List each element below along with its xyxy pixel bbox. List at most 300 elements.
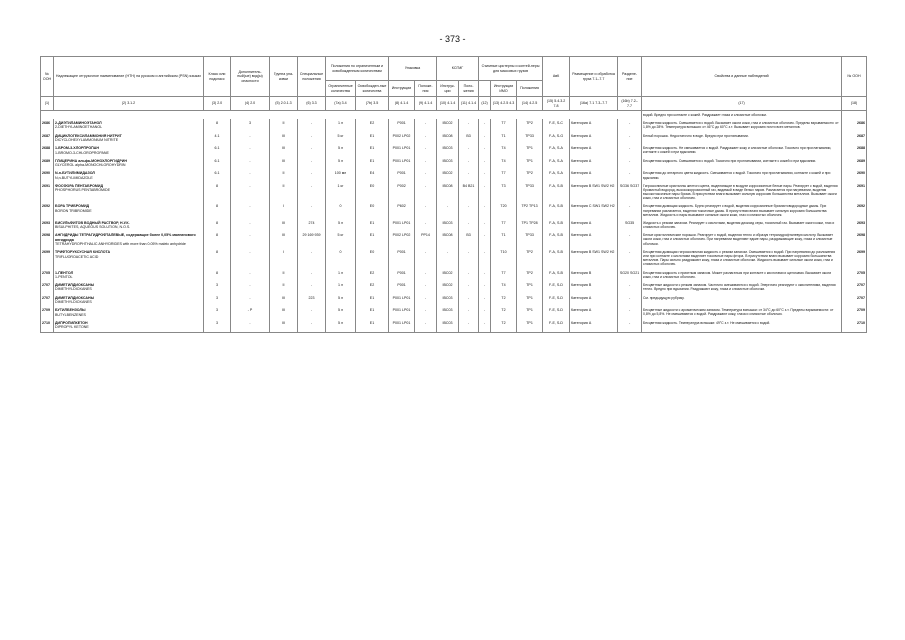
tank-instr-cell: T10 bbox=[491, 248, 517, 268]
shipping-name-cell bbox=[54, 294, 204, 307]
ems-cell: F-A, S-B bbox=[543, 219, 570, 232]
dangerous-goods-table bbox=[40, 56, 867, 333]
col12-cell: - bbox=[479, 144, 491, 157]
special-cell: 223 bbox=[298, 294, 326, 307]
tank-prov-cell: TP2 bbox=[517, 269, 543, 282]
un-number-cell: 2687 bbox=[41, 132, 54, 145]
excepted-qty-cell: E1 bbox=[356, 219, 389, 232]
ibc-prov-cell: - bbox=[459, 157, 479, 170]
tank-instr-cell: T7 bbox=[491, 269, 517, 282]
table-row bbox=[41, 281, 867, 294]
un-number-cell: 2686 bbox=[41, 119, 54, 132]
packing-group-cell: III bbox=[270, 219, 298, 232]
subsidiary-cell: - bbox=[231, 202, 270, 218]
column-number: (8) 4.1.4 bbox=[389, 97, 415, 111]
column-number: (18) bbox=[842, 97, 867, 111]
shipping-name-ru: ДИЦИКЛОГЕКСИЛАММОНИЯ НИТРИТ bbox=[55, 133, 122, 138]
pack-prov-cell: - bbox=[415, 269, 437, 282]
packing-group-cell: II bbox=[270, 119, 298, 132]
shipping-name-cell bbox=[54, 119, 204, 132]
subsidiary-cell: - bbox=[231, 169, 270, 182]
ems-cell: F-A, S-B bbox=[543, 202, 570, 218]
class-cell: 8 bbox=[204, 119, 231, 132]
ibc-prov-cell: - bbox=[459, 294, 479, 307]
ems-cell: F-A, S-A bbox=[543, 144, 570, 157]
table-row bbox=[41, 144, 867, 157]
ems-cell: F-E, S-C bbox=[543, 119, 570, 132]
ibc-prov-cell: - bbox=[459, 319, 479, 332]
excepted-qty-cell: E0 bbox=[356, 202, 389, 218]
pack-instr-cell: P001 LP01 bbox=[389, 294, 415, 307]
un-number-cell: 2707 bbox=[41, 294, 54, 307]
tank-instr-cell: T4 bbox=[491, 144, 517, 157]
pack-prov-cell: PP14 bbox=[415, 231, 437, 248]
tank-prov-cell: TP33 bbox=[517, 182, 543, 202]
excepted-qty-cell: E1 bbox=[356, 231, 389, 248]
pack-instr-cell: P001 bbox=[389, 269, 415, 282]
stowage-cell: Категория A bbox=[570, 119, 618, 132]
column-number-row bbox=[41, 97, 867, 111]
segregation-cell: - bbox=[618, 144, 642, 157]
packing-group-cell: I bbox=[270, 248, 298, 268]
segregation-cell: - bbox=[618, 319, 642, 332]
pack-prov-cell: - bbox=[415, 144, 437, 157]
segregation-cell: - bbox=[618, 119, 642, 132]
col12-cell: - bbox=[479, 157, 491, 170]
col12-cell: - bbox=[479, 231, 491, 248]
carry-over-row bbox=[41, 111, 867, 120]
shipping-name-en: TRIFLUOROACETIC ACID bbox=[55, 254, 99, 259]
shipping-name-ru: ТРИФТОРУКСУСНАЯ КИСЛОТА bbox=[55, 250, 111, 255]
properties-cell: Белый порошок. Недостаточно в воде. Вредно при проглатывании. bbox=[642, 132, 842, 145]
properties-cell: Бесцветная жидкость. Не смешивается с водой. Раздражает кожу и слизистые оболочки. Токсично при проглатывании, контакте с кожей и при вдыхании. bbox=[642, 144, 842, 157]
table-row bbox=[41, 319, 867, 332]
table-row bbox=[41, 157, 867, 170]
stowage-cell: Категория B SW1 SW2 H2 bbox=[570, 248, 618, 268]
class-cell: 8 bbox=[204, 219, 231, 232]
shipping-name-ru: N-н-БУТИЛИМИДАЗОЛ bbox=[55, 171, 95, 176]
ems-cell: F-A, S-B bbox=[543, 231, 570, 248]
pack-instr-cell: P602 bbox=[389, 202, 415, 218]
class-cell: 3 bbox=[204, 281, 231, 294]
limited-qty-cell: 5 л bbox=[326, 306, 356, 319]
limited-qty-cell: 5 л bbox=[326, 144, 356, 157]
properties-cell: Бесцветная жидкость. Смешивается с водой. Токсично при проглатывании, контакте с кожей и при вдыхании. bbox=[642, 157, 842, 170]
ibc-instr-cell: IBC03 bbox=[437, 306, 459, 319]
excepted-qty-cell: E1 bbox=[356, 157, 389, 170]
shipping-name-en: 2-DIETHYLAMINOETHANOL bbox=[55, 125, 103, 130]
shipping-name-en: DICYCLOHEXYLAMMONIUM NITRITE bbox=[55, 137, 119, 142]
column-number: (10) 4.1.4 bbox=[437, 97, 459, 111]
ibc-instr-cell: - bbox=[437, 202, 459, 218]
tank-prov-cell: TP2 bbox=[517, 119, 543, 132]
special-cell: - bbox=[298, 319, 326, 332]
stowage-cell: Категория B bbox=[570, 281, 618, 294]
tank-instr-cell: T7 bbox=[491, 119, 517, 132]
excepted-qty-cell: E4 bbox=[356, 169, 389, 182]
shipping-name-ru: ДИПРОПИЛКЕТОН bbox=[55, 320, 88, 325]
shipping-name-cell bbox=[54, 231, 204, 248]
special-cell: - bbox=[298, 281, 326, 294]
ems-cell: F-A, S-G bbox=[543, 132, 570, 145]
un-number-right-cell: 2705 bbox=[842, 269, 867, 282]
page-number: - 373 - bbox=[439, 34, 466, 44]
packing-group-cell: I bbox=[270, 202, 298, 218]
ems-cell: F-E, S-D bbox=[543, 319, 570, 332]
class-cell: 3 bbox=[204, 294, 231, 307]
limited-qty-cell: 5 л bbox=[326, 319, 356, 332]
tank-prov-cell: TP2 bbox=[517, 248, 543, 268]
column-number: (3) 2.0 bbox=[204, 97, 231, 111]
pack-instr-cell: P001 LP01 bbox=[389, 157, 415, 170]
tank-instr-cell: T7 bbox=[491, 219, 517, 232]
header-segregation: Разделе-ние bbox=[618, 57, 642, 97]
stowage-cell: Категория A bbox=[570, 294, 618, 307]
excepted-qty-cell: E1 bbox=[356, 294, 389, 307]
pack-instr-cell: P001 LP01 bbox=[389, 319, 415, 332]
pack-prov-cell: - bbox=[415, 306, 437, 319]
segregation-cell: - bbox=[618, 231, 642, 248]
un-number-right-cell: 2710 bbox=[842, 319, 867, 332]
excepted-qty-cell: E1 bbox=[356, 144, 389, 157]
class-cell: 3 bbox=[204, 306, 231, 319]
pack-prov-cell: - bbox=[415, 202, 437, 218]
shipping-name-cell bbox=[54, 219, 204, 232]
table-row bbox=[41, 306, 867, 319]
column-number: (12) bbox=[479, 97, 491, 111]
pack-instr-cell: P001 bbox=[389, 281, 415, 294]
shipping-name-ru: ДИМЕТИЛДИОКСАНЫ bbox=[55, 283, 95, 288]
header-class: Класс или подкласс bbox=[204, 57, 231, 97]
packing-group-cell: III bbox=[270, 132, 298, 145]
header-name: Надлежащее отгрузочное наименование (НТН) на русском и английском (PSN) языках bbox=[54, 57, 204, 97]
subsidiary-cell: 3 bbox=[231, 119, 270, 132]
shipping-name-cell bbox=[54, 306, 204, 319]
shipping-name-ru: БИСУЛЬФИТОВ ВОДНЫЙ РАСТВОР, Н.У.К. bbox=[55, 220, 130, 225]
tank-prov-cell: TP33 bbox=[517, 132, 543, 145]
header-special: Специальные положения bbox=[298, 57, 326, 97]
ibc-prov-cell: B3 bbox=[459, 132, 479, 145]
tank-prov-cell: TP1 bbox=[517, 306, 543, 319]
table-row bbox=[41, 248, 867, 268]
subsidiary-cell: - P bbox=[231, 306, 270, 319]
col12-cell: - bbox=[479, 281, 491, 294]
header-packing-group: Группа упа-ковки bbox=[270, 57, 298, 97]
packing-group-cell: II bbox=[270, 182, 298, 202]
subsidiary-cell: - bbox=[231, 269, 270, 282]
packing-group-cell: III bbox=[270, 157, 298, 170]
subsidiary-cell: - bbox=[231, 319, 270, 332]
column-number: (9) 4.1.4 bbox=[415, 97, 437, 111]
packing-group-cell: III bbox=[270, 294, 298, 307]
ibc-instr-cell: IBC03 bbox=[437, 157, 459, 170]
pack-prov-cell: - bbox=[415, 219, 437, 232]
ibc-instr-cell: IBC02 bbox=[437, 169, 459, 182]
un-number-right-cell: 2699 bbox=[842, 248, 867, 268]
stowage-cell: Категория C SW1 SW2 H2 bbox=[570, 202, 618, 218]
ibc-prov-cell: B4 B21 bbox=[459, 182, 479, 202]
table-row bbox=[41, 231, 867, 248]
un-number-cell: 2698 bbox=[41, 231, 54, 248]
tank-instr-cell: T3 bbox=[491, 182, 517, 202]
properties-cell: Бесцветная жидкость. Температура вспышки: 49°C з.т. Не смешивается с водой. bbox=[642, 319, 842, 332]
header-tank-instr: Инструкции ИМО bbox=[491, 81, 517, 97]
ibc-prov-cell: - bbox=[459, 281, 479, 294]
shipping-name-ru: 1-БРОМ-3-ХЛОРПРОПАН bbox=[55, 146, 99, 151]
column-number: (16a) 7.1 7.3–7.7 bbox=[570, 97, 618, 111]
subsidiary-cell: - bbox=[231, 294, 270, 307]
subsidiary-cell: - bbox=[231, 231, 270, 248]
shipping-name-cell bbox=[54, 319, 204, 332]
subsidiary-cell: - bbox=[231, 132, 270, 145]
properties-cell: См. предыдущую рубрику. bbox=[642, 294, 842, 307]
excepted-qty-cell: E2 bbox=[356, 269, 389, 282]
subsidiary-cell: - bbox=[231, 144, 270, 157]
tank-instr-cell: T4 bbox=[491, 281, 517, 294]
shipping-name-cell bbox=[54, 202, 204, 218]
ibc-instr-cell: IBC08 bbox=[437, 132, 459, 145]
header-ibc: КСГМГ bbox=[437, 57, 479, 81]
special-cell: - bbox=[298, 202, 326, 218]
ibc-instr-cell: IBC02 bbox=[437, 281, 459, 294]
stowage-cell: Категория B SW1 SW2 H2 bbox=[570, 182, 618, 202]
header-packaging: Упаковка bbox=[389, 57, 437, 81]
table-row bbox=[41, 182, 867, 202]
ems-cell: F-A, S-B bbox=[543, 182, 570, 202]
ibc-instr-cell: IBC02 bbox=[437, 269, 459, 282]
segregation-cell: - bbox=[618, 169, 642, 182]
shipping-name-ru: ГЛИЦЕРИНА альфа-МОНОХЛОРГИДРИН bbox=[55, 158, 127, 163]
shipping-name-ru: БОРА ТРИБРОМИД bbox=[55, 204, 90, 209]
class-cell: 6.1 bbox=[204, 169, 231, 182]
segregation-cell: SG20 SG21 bbox=[618, 269, 642, 282]
excepted-qty-cell: E1 bbox=[356, 132, 389, 145]
header-ems: АвК bbox=[543, 57, 570, 97]
shipping-name-cell bbox=[54, 132, 204, 145]
special-cell: - bbox=[298, 119, 326, 132]
col12-cell: - bbox=[479, 294, 491, 307]
shipping-name-cell bbox=[54, 182, 204, 202]
pack-prov-cell: - bbox=[415, 132, 437, 145]
shipping-name-ru: АНГИДРИДЫ ТЕТРАГИДРОФТАЛЕВЫЕ, содержащие более 0,05% малеинового ангидрида bbox=[55, 233, 196, 242]
un-number-right-cell: 2691 bbox=[842, 182, 867, 202]
limited-qty-cell: 0 bbox=[326, 248, 356, 268]
table-row bbox=[41, 219, 867, 232]
tank-instr-cell: T2 bbox=[491, 319, 517, 332]
class-cell: 8 bbox=[204, 202, 231, 218]
pack-instr-cell: P001 LP01 bbox=[389, 219, 415, 232]
un-number-cell: 2693 bbox=[41, 219, 54, 232]
header-limited: Положения по ограниченным и освобожденным количествам bbox=[326, 57, 389, 81]
column-number: (4) 2.0 bbox=[231, 97, 270, 111]
tank-prov-cell: TP33 bbox=[517, 231, 543, 248]
packing-group-cell: II bbox=[270, 281, 298, 294]
un-number-cell: 2690 bbox=[41, 169, 54, 182]
pack-prov-cell: - bbox=[415, 248, 437, 268]
stowage-cell: Категория A bbox=[570, 157, 618, 170]
header-ibc-prov: Поло-жения bbox=[459, 81, 479, 97]
tank-instr-cell: T1 bbox=[491, 231, 517, 248]
pack-prov-cell: - bbox=[415, 182, 437, 202]
un-number-right-cell: 2687 bbox=[842, 132, 867, 145]
un-number-right-cell: 2686 bbox=[842, 119, 867, 132]
tank-prov-cell: TP2 TP13 bbox=[517, 202, 543, 218]
ibc-instr-cell: IBC08 bbox=[437, 182, 459, 202]
un-number-right-cell: 2698 bbox=[842, 231, 867, 248]
limited-qty-cell: 5 л bbox=[326, 219, 356, 232]
tank-instr-cell: T7 bbox=[491, 169, 517, 182]
shipping-name-ru: 1-ПЕНТОЛ bbox=[55, 270, 74, 275]
table-row bbox=[41, 169, 867, 182]
stowage-cell: Категория A bbox=[570, 306, 618, 319]
segregation-cell: - bbox=[618, 281, 642, 294]
header-stowage: Размещение и обработка груза 7.1–7.7 bbox=[570, 57, 618, 97]
stowage-cell: Категория A bbox=[570, 169, 618, 182]
special-cell: - bbox=[298, 269, 326, 282]
properties-cell: Бесцветная дымящая жидкость. Бурно реагирует с водой, выделяя коррозионные бромистоводородные дымы. При нагревании разлагается, выделяя токсичные дымы. В присутствии влаги вызывает сильную коррозию большинства металлов. Жидкость и пары вызывают сильные ожоги кожи, глаз и слизистых оболочек. bbox=[642, 202, 842, 218]
column-number: (5) 2.0.1.3 bbox=[270, 97, 298, 111]
pack-instr-cell: P002 bbox=[389, 182, 415, 202]
properties-cell: Жидкость с резким запахом. Реагирует с кислотами, выделяя диоксид серы, токсичный газ. Вызывает ожоги кожи, глаз и слизистых оболочек. bbox=[642, 219, 842, 232]
tank-prov-cell: TP1 bbox=[517, 319, 543, 332]
pack-instr-cell: P001 LP01 bbox=[389, 306, 415, 319]
properties-cell: Бесцветная жидкость. Смешивается с водой. Вызывает ожоги кожи, глаз и слизистых оболочек. Пределы взрываемости: от 1,8% до 28%. Температура вспышки: от 46°C до 60°C з.т. Вызывает коррозию почти всех металлов. bbox=[642, 119, 842, 132]
limited-qty-cell: 1 л bbox=[326, 269, 356, 282]
ibc-instr-cell: IBC03 bbox=[437, 144, 459, 157]
class-cell: 8 bbox=[204, 269, 231, 282]
tank-prov-cell: TP1 TP28 bbox=[517, 219, 543, 232]
header-pack-instr: Инструкции bbox=[389, 81, 415, 97]
un-number-cell: 2707 bbox=[41, 281, 54, 294]
tank-instr-cell: T4 bbox=[491, 157, 517, 170]
shipping-name-ru: 2-ДИЭТИЛАМИНОЭТАНОЛ bbox=[55, 121, 102, 126]
shipping-name-en: PHOSPHORUS PENTABROMIDE bbox=[55, 188, 111, 193]
header-ibc-instr: Инструк-ции bbox=[437, 81, 459, 97]
properties-cell: Бесцветная жидкость с приятным запахом. Может разлагаться при контакте с кислотами и щелочами. Вызывает ожоги кожи, глаз и слизистых оболочек. bbox=[642, 269, 842, 282]
table-row bbox=[41, 119, 867, 132]
un-number-right-cell: 2707 bbox=[842, 281, 867, 294]
pack-instr-cell: P001 bbox=[389, 119, 415, 132]
shipping-name-en: DIMETHYLDIOXANES bbox=[55, 287, 92, 292]
column-number: (17) bbox=[642, 97, 842, 111]
column-number: (7a) 3.4 bbox=[326, 97, 356, 111]
col12-cell: - bbox=[479, 219, 491, 232]
pack-prov-cell: - bbox=[415, 281, 437, 294]
tank-prov-cell: TP1 bbox=[517, 157, 543, 170]
shipping-name-en: TETRAHYDROPHTHALIC ANHYDRIDES with more than 0.05% maleic anhydride bbox=[55, 241, 186, 246]
ibc-instr-cell: IBC08 bbox=[437, 231, 459, 248]
un-number-right-cell: 2688 bbox=[842, 144, 867, 157]
limited-qty-cell: 100 мл bbox=[326, 169, 356, 182]
header-properties: Свойства и данные наблюдений bbox=[642, 57, 842, 97]
header-un: № ООН bbox=[41, 57, 54, 97]
packing-group-cell: II bbox=[270, 169, 298, 182]
pack-prov-cell: - bbox=[415, 169, 437, 182]
special-cell: - bbox=[298, 306, 326, 319]
header-col12 bbox=[479, 81, 491, 97]
limited-qty-cell: 5 кг bbox=[326, 132, 356, 145]
excepted-qty-cell: E1 bbox=[356, 306, 389, 319]
header-excepted-qty: Освобожден-ные количества bbox=[356, 81, 389, 97]
class-cell: 3 bbox=[204, 319, 231, 332]
column-number: (14) 4.2.5 bbox=[517, 97, 543, 111]
shipping-name-cell bbox=[54, 157, 204, 170]
ibc-instr-cell: IBC02 bbox=[437, 119, 459, 132]
table-row bbox=[41, 294, 867, 307]
properties-cell: Бесцветная дымящая гигроскопичная жидкость с резким запахом. Смешивается с водой. При нагревании до разложения или при контакте с кислотами выделяет токсичные пары фтора. В присутствии влаги вызывает коррозию большинства металлов. Пары сильно раздражают кожу, глаза и слизистые оболочки. Жидкость вызывает сильные ожоги кожи, глаз и слизистых оболочек. bbox=[642, 248, 842, 268]
shipping-name-cell bbox=[54, 281, 204, 294]
column-number: (13) 4.2.5 4.3 bbox=[491, 97, 517, 111]
col12-cell: - bbox=[479, 319, 491, 332]
tank-instr-cell: T2 bbox=[491, 306, 517, 319]
stowage-cell: Категория A bbox=[570, 219, 618, 232]
pack-prov-cell: - bbox=[415, 319, 437, 332]
limited-qty-cell: 1 л bbox=[326, 281, 356, 294]
segregation-cell: - bbox=[618, 294, 642, 307]
shipping-name-en: DIMETHYLDIOXANES bbox=[55, 300, 92, 305]
ems-cell: F-E, S-D bbox=[543, 281, 570, 294]
un-number-cell: 2709 bbox=[41, 306, 54, 319]
class-cell: 8 bbox=[204, 182, 231, 202]
ems-cell: F-E, S-D bbox=[543, 294, 570, 307]
segregation-cell: SG35 bbox=[618, 219, 642, 232]
shipping-name-en: 1-PENTOL bbox=[55, 274, 73, 279]
pack-instr-cell: P001 bbox=[389, 169, 415, 182]
segregation-cell: - bbox=[618, 132, 642, 145]
class-cell: 4.1 bbox=[204, 132, 231, 145]
stowage-cell: Категория A bbox=[570, 319, 618, 332]
tank-prov-cell: TP1 bbox=[517, 281, 543, 294]
un-number-right-cell: 2692 bbox=[842, 202, 867, 218]
shipping-name-ru: ДИМЕТИЛДИОКСАНЫ bbox=[55, 295, 95, 300]
stowage-cell: Категория A bbox=[570, 132, 618, 145]
column-number: (11) 4.1.4 bbox=[459, 97, 479, 111]
properties-cell: Бесцветная до янтарного цвета жидкость. Смешивается с водой. Токсично при проглатывании, контакте с кожей и при вдыхании. bbox=[642, 169, 842, 182]
shipping-name-cell bbox=[54, 144, 204, 157]
column-number: (1) bbox=[41, 97, 54, 111]
segregation-cell: - bbox=[618, 157, 642, 170]
table-row bbox=[41, 269, 867, 282]
table-row bbox=[41, 202, 867, 218]
segregation-cell: SG36 SG37 bbox=[618, 182, 642, 202]
shipping-name-en: GLYCEROL alpha-MONOCHLOROHYDRIN bbox=[55, 163, 126, 168]
col12-cell: - bbox=[479, 248, 491, 268]
ibc-prov-cell: - bbox=[459, 269, 479, 282]
ems-cell: F-A, S-B bbox=[543, 269, 570, 282]
ems-cell: F-A, S-A bbox=[543, 157, 570, 170]
subsidiary-cell: - bbox=[231, 281, 270, 294]
ibc-prov-cell: - bbox=[459, 202, 479, 218]
limited-qty-cell: 1 л bbox=[326, 119, 356, 132]
pack-instr-cell: P001 LP01 bbox=[389, 144, 415, 157]
excepted-qty-cell: E0 bbox=[356, 182, 389, 202]
tank-prov-cell: TP1 bbox=[517, 144, 543, 157]
limited-qty-cell: 0 bbox=[326, 202, 356, 218]
tank-instr-cell: T1 bbox=[491, 132, 517, 145]
ibc-prov-cell: - bbox=[459, 306, 479, 319]
pack-instr-cell: P002 LP02 bbox=[389, 231, 415, 248]
tank-instr-cell: T20 bbox=[491, 202, 517, 218]
col12-cell: - bbox=[479, 202, 491, 218]
un-number-right-cell: 2689 bbox=[842, 157, 867, 170]
col12-cell: - bbox=[479, 182, 491, 202]
column-number: (15) 5.4.3.2 7.8 bbox=[543, 97, 570, 111]
properties-cell: Бесцветные жидкости с резким запахом. Частично смешиваются с водой. Энергично реагируют с окислителями, выделяя тепло. Вредно при вдыхании. Раздражают кожу, глаза и слизистые оболочки. bbox=[642, 281, 842, 294]
shipping-name-en: N,n-BUTYLIMIDAZOLE bbox=[55, 175, 93, 180]
limited-qty-cell: 1 кг bbox=[326, 182, 356, 202]
col12-cell: - bbox=[479, 269, 491, 282]
tank-prov-cell: TP2 bbox=[517, 169, 543, 182]
